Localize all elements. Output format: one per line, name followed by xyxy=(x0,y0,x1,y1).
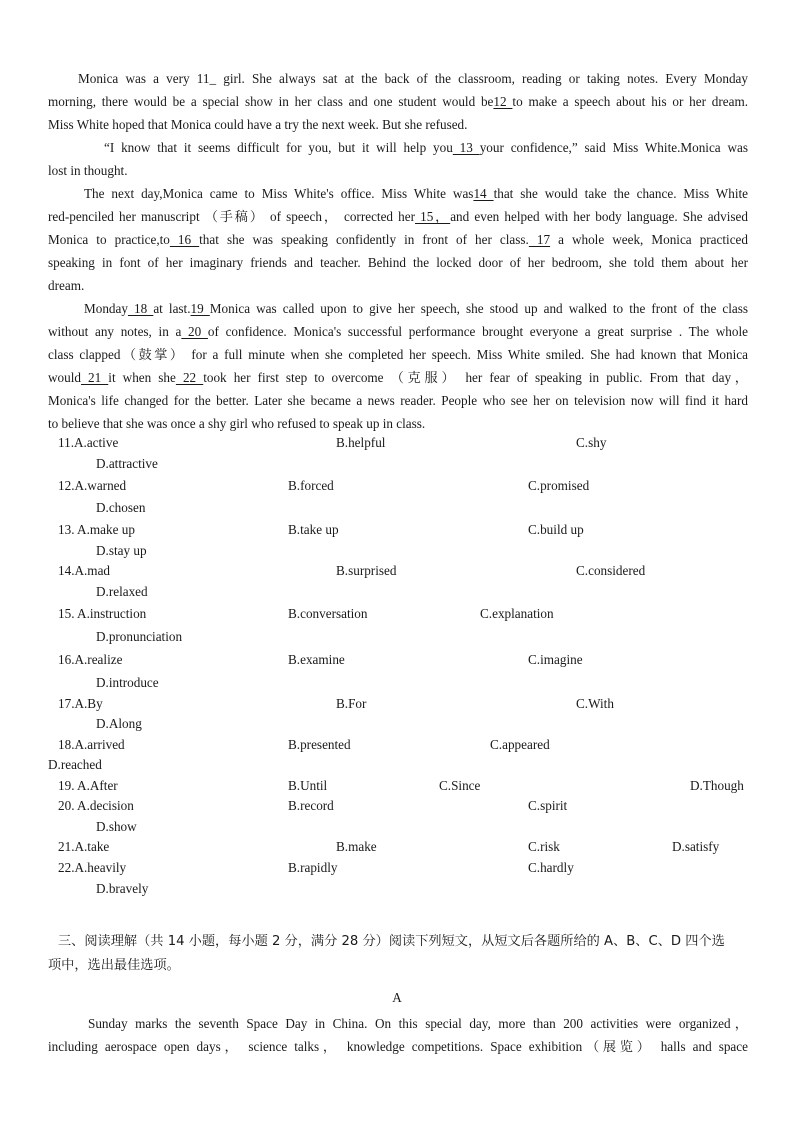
blank-number: 14 xyxy=(473,186,494,201)
blank-number: 20 xyxy=(181,324,208,339)
option-choice: 11.A.active xyxy=(58,435,119,450)
passage-line: morning, there would be a special show in her class and one student would be12 to make a speech about his or her dream. xyxy=(48,94,749,109)
option-choice: D.reached xyxy=(48,757,102,772)
passage-paragraph-4 xyxy=(48,297,748,435)
passage-line: Monday 18 at last.19 Monica was called upon to give her speech, she stood up and walked to the front of the class xyxy=(84,301,749,316)
option-choice: 16.A.realize xyxy=(58,652,123,667)
option-choice: B.helpful xyxy=(336,435,386,450)
blank-number: 15， xyxy=(415,209,451,224)
passage-line: would 21 it when she 22 took her first step to overcome （克服） her fear of speaking in public. From that day， xyxy=(48,370,748,385)
option-choice: 21.A.take xyxy=(58,839,110,854)
passage-label: A xyxy=(392,990,402,1005)
option-choice: 20. A.decision xyxy=(58,798,134,813)
option-choice: B.conversation xyxy=(288,606,368,621)
option-choice: D.stay up xyxy=(96,543,147,558)
option-choice: C.spirit xyxy=(528,798,568,813)
passage-paragraph-2 xyxy=(48,136,748,182)
option-choice: D.Along xyxy=(96,716,142,731)
option-choice: 13. A.make up xyxy=(58,522,135,537)
section-3-line-2: 项中，选出最佳选项。 xyxy=(48,958,180,973)
option-choice: B.For xyxy=(336,696,367,711)
option-choice: C.With xyxy=(576,696,614,711)
option-choice: C.appeared xyxy=(490,737,550,752)
passage-line: to believe that she was once a shy girl who refused to speak up in class. xyxy=(48,416,426,431)
passage-line: lost in thought. xyxy=(48,163,128,178)
passage-line: The next day,Monica came to Miss White's office. Miss White was14 that she would take the chance. Miss White xyxy=(84,186,748,201)
reading-a-text xyxy=(48,1012,748,1058)
option-choice: D.bravely xyxy=(96,881,149,896)
option-choice: C.considered xyxy=(576,563,646,578)
option-choice: C.explanation xyxy=(480,606,554,621)
option-choice: B.forced xyxy=(288,478,334,493)
passage-line: Monica's life changed for the better. Later she became a news reader. People who see her on television now will find it hard xyxy=(48,393,748,408)
blank-number: 19 xyxy=(190,301,210,316)
blank-number: 21 xyxy=(80,370,109,385)
section-3-instructions xyxy=(48,930,748,978)
option-choice: D.pronunciation xyxy=(96,629,183,644)
passage-line: red-penciled her manuscript （手稿） of speech， corrected her 15，and even helped with her body language. She advised xyxy=(48,209,748,224)
option-choice: B.surprised xyxy=(336,563,397,578)
passage-line: dream. xyxy=(48,278,85,293)
option-choice: D.satisfy xyxy=(672,839,720,854)
option-choice: 22.A.heavily xyxy=(58,860,127,875)
passage-paragraph-1 xyxy=(48,67,748,136)
option-choice: C.Since xyxy=(439,778,481,793)
reading-a-line-2: including aerospace open days， science talks， knowledge competitions. Space exhibition（展览） halls and space xyxy=(48,1039,748,1054)
option-choice: D.chosen xyxy=(96,500,146,515)
option-choice: B.make xyxy=(336,839,377,854)
option-choice: 17.A.By xyxy=(58,696,103,711)
section-3-line-1: 三、阅读理解（共 14 小题，每小题 2 分，满分 28 分）阅读下列短文，从短文后各题所给的 A、B、C、D 四个选 xyxy=(58,934,725,949)
option-choice: B.record xyxy=(288,798,334,813)
option-choice: 15. A.instruction xyxy=(58,606,147,621)
option-choice: C.imagine xyxy=(528,652,583,667)
blank-number: 16 xyxy=(169,232,200,247)
option-choice: C.hardly xyxy=(528,860,574,875)
option-choice: 12.A.warned xyxy=(58,478,127,493)
reading-a-line-1: Sunday marks the seventh Space Day in China. On this special day, more than 200 activities were organized， xyxy=(88,1016,748,1031)
passage-line: class clapped（鼓掌） for a full minute when she completed her speech. Miss White smiled. She had known that Monica xyxy=(48,347,748,362)
option-choice: 18.A.arrived xyxy=(58,737,125,752)
option-choice: B.presented xyxy=(288,737,351,752)
blank-number: 22 xyxy=(175,370,204,385)
blank-number: 13 xyxy=(452,140,480,155)
passage-line: without any notes, in a 20 of confidence. Monica's successful performance brought everyone a great surprise . The whole xyxy=(48,324,748,339)
passage-line: “I know that it seems difficult for you, but it will help you 13 your confidence,” said Miss White.Monica was xyxy=(104,140,749,155)
passage-paragraph-3 xyxy=(48,182,748,297)
option-choice: C.promised xyxy=(528,478,590,493)
option-choice: D.introduce xyxy=(96,675,159,690)
option-choice: 14.A.mad xyxy=(58,563,111,578)
option-choice: D.relaxed xyxy=(96,584,148,599)
option-choice: C.shy xyxy=(576,435,607,450)
option-choice: B.rapidly xyxy=(288,860,338,875)
option-choice: D.show xyxy=(96,819,137,834)
option-choice: 19. A.After xyxy=(58,778,118,793)
passage-line: Monica was a very 11_ girl. She always sat at the back of the classroom, reading or taking notes. Every Monday xyxy=(78,71,748,86)
option-choice: D.Though xyxy=(690,778,744,793)
blank-number: 18 xyxy=(127,301,154,316)
passage-line: Miss White hoped that Monica could have a try the next week. But she refused. xyxy=(48,117,468,132)
passage-line: speaking in font of her imaginary friends and teacher. Behind the locked door of her bedroom, she told them about her xyxy=(48,255,748,270)
blank-number: 12 xyxy=(493,94,513,109)
option-choice: B.examine xyxy=(288,652,345,667)
option-choice: C.risk xyxy=(528,839,560,854)
option-choice: D.attractive xyxy=(96,456,158,471)
option-choice: B.Until xyxy=(288,778,328,793)
passage-line: Monica to practice,to 16 that she was speaking confidently in front of her class. 17 a whole week, Monica practiced xyxy=(48,232,749,247)
blank-number: 17 xyxy=(528,232,551,247)
option-choice: C.build up xyxy=(528,522,584,537)
option-choice: B.take up xyxy=(288,522,339,537)
